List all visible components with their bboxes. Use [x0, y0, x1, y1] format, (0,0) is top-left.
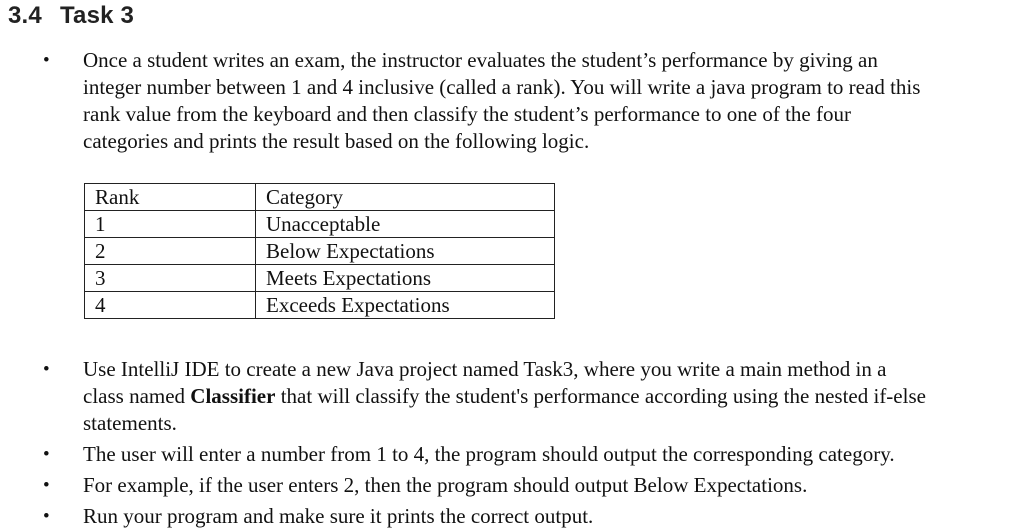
ide-line-2	[83, 383, 1015, 410]
intro-line-1: Once a student writes an exam, the instructor evaluates the student’s performance by giving an	[83, 48, 878, 72]
intro-line-3: rank value from the keyboard and then classify the student’s performance to one of the four	[83, 102, 851, 126]
section-number: 3.4	[8, 2, 42, 29]
bullet-dot: •	[43, 475, 50, 496]
intro-line-4: categories and prints the result based on the following logic.	[83, 129, 590, 153]
rank-cell: 1	[85, 211, 256, 238]
header-rank: Rank	[85, 184, 256, 211]
intro-paragraph	[83, 47, 1015, 155]
rank-category-table	[84, 183, 555, 319]
table-row	[85, 211, 555, 238]
category-cell: Unacceptable	[256, 211, 555, 238]
table-row	[85, 238, 555, 265]
category-cell: Meets Expectations	[256, 265, 555, 292]
ide-line-2-after: that will classify the student's performance according using the nested if-else	[275, 384, 926, 408]
ide-paragraph	[83, 356, 1015, 437]
example-paragraph: For example, if the user enters 2, then the program should output Below Expectations.	[83, 473, 808, 497]
header-category: Category	[256, 184, 555, 211]
bullet-dot: •	[43, 359, 50, 380]
bullet-dot: •	[43, 506, 50, 527]
bullet-dot: •	[43, 444, 50, 465]
table-row	[85, 292, 555, 319]
ide-line-3: statements.	[83, 411, 177, 435]
ide-line-1: Use IntelliJ IDE to create a new Java project named Task3, where you write a main method in a	[83, 357, 887, 381]
bullet-dot: •	[43, 50, 50, 71]
section-title: Task 3	[59, 2, 135, 29]
intro-line-2: integer number between 1 and 4 inclusive (called a rank). You will write a java program to read this	[83, 75, 921, 99]
rank-cell: 2	[85, 238, 256, 265]
ide-line-2-before: class named	[83, 384, 191, 408]
category-cell: Exceeds Expectations	[256, 292, 555, 319]
rank-cell: 3	[85, 265, 256, 292]
input-paragraph: The user will enter a number from 1 to 4, the program should output the corresponding category.	[83, 442, 895, 466]
run-paragraph: Run your program and make sure it prints the correct output.	[83, 504, 594, 528]
category-cell: Below Expectations	[256, 238, 555, 265]
table-row	[85, 265, 555, 292]
class-name-bold: Classifier	[190, 384, 276, 408]
table-header-row	[85, 184, 555, 211]
rank-cell: 4	[85, 292, 256, 319]
section-heading	[8, 2, 134, 30]
